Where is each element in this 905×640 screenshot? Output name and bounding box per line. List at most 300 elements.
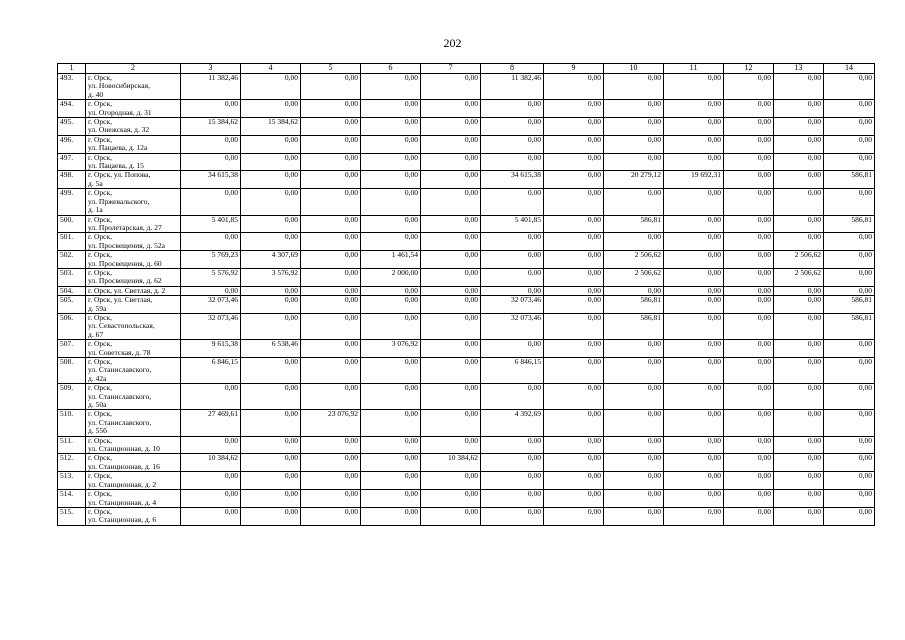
value-cell-col-9: 0,00	[544, 384, 604, 410]
value-cell-col-10: 586,81	[604, 296, 664, 314]
value-cell-col-11: 0,00	[664, 233, 724, 251]
value-cell-col-10: 0,00	[604, 153, 664, 171]
value-cell-col-4: 0,00	[241, 436, 301, 454]
address-line: г. Орск,	[88, 383, 112, 393]
value-cell-col-4: 0,00	[241, 384, 301, 410]
value-cell-col-9: 0,00	[544, 472, 604, 490]
address-line: ул. Станционная, д. 16	[88, 461, 160, 471]
value-cell-col-9: 0,00	[544, 153, 604, 171]
value-cell-col-4: 0,00	[241, 410, 301, 436]
address-cell	[86, 410, 181, 436]
value-cell-col-13: 0,00	[774, 286, 824, 295]
value-cell-col-9: 0,00	[544, 454, 604, 472]
row-number: 494.	[58, 100, 86, 118]
value-cell-col-3: 32 073,46	[181, 313, 241, 339]
table-row	[58, 507, 875, 525]
value-cell-col-3: 15 384,62	[181, 118, 241, 136]
value-cell-col-9: 0,00	[544, 286, 604, 295]
value-cell-col-12: 0,00	[724, 507, 774, 525]
value-cell-col-14: 0,00	[824, 436, 875, 454]
value-cell-col-8: 0,00	[481, 268, 544, 286]
value-cell-col-6: 0,00	[361, 135, 421, 153]
value-cell-col-11: 0,00	[664, 268, 724, 286]
column-header-4: 4	[241, 64, 301, 74]
value-cell-col-8: 11 382,46	[481, 74, 544, 100]
table-row	[58, 286, 875, 295]
value-cell-col-14: 0,00	[824, 384, 875, 410]
address-line: г. Орск,	[88, 232, 112, 242]
table-row	[58, 358, 875, 384]
value-cell-col-10: 586,81	[604, 313, 664, 339]
value-cell-col-14: 586,81	[824, 215, 875, 233]
address-line: ул. Советская, д. 78	[88, 347, 151, 357]
row-number: 497.	[58, 153, 86, 171]
value-cell-col-4: 0,00	[241, 286, 301, 295]
address-line: д. 67	[88, 329, 104, 339]
table-row	[58, 296, 875, 314]
address-line: г. Орск, ул. Светлая, д. 2	[88, 286, 166, 295]
row-number: 496.	[58, 135, 86, 153]
value-cell-col-5: 0,00	[301, 74, 361, 100]
value-cell-col-12: 0,00	[724, 153, 774, 171]
value-cell-col-10: 0,00	[604, 384, 664, 410]
row-number: 514.	[58, 490, 86, 508]
value-cell-col-11: 0,00	[664, 454, 724, 472]
value-cell-col-13: 0,00	[774, 296, 824, 314]
value-cell-col-3: 11 382,46	[181, 74, 241, 100]
value-cell-col-3: 9 615,38	[181, 340, 241, 358]
value-cell-col-5: 0,00	[301, 472, 361, 490]
value-cell-col-9: 0,00	[544, 74, 604, 100]
value-cell-col-6: 0,00	[361, 296, 421, 314]
row-number: 498.	[58, 171, 86, 189]
value-cell-col-6: 3 076,92	[361, 340, 421, 358]
value-cell-col-9: 0,00	[544, 436, 604, 454]
value-cell-col-6: 0,00	[361, 215, 421, 233]
value-cell-col-7: 0,00	[421, 472, 481, 490]
row-number: 495.	[58, 118, 86, 136]
value-cell-col-5: 0,00	[301, 233, 361, 251]
value-cell-col-13: 0,00	[774, 358, 824, 384]
value-cell-col-5: 0,00	[301, 507, 361, 525]
value-cell-col-5: 0,00	[301, 340, 361, 358]
value-cell-col-14: 0,00	[824, 340, 875, 358]
value-cell-col-8: 34 615,38	[481, 171, 544, 189]
value-cell-col-13: 0,00	[774, 153, 824, 171]
value-cell-col-11: 0,00	[664, 313, 724, 339]
table-row	[58, 135, 875, 153]
value-cell-col-7: 0,00	[421, 340, 481, 358]
value-cell-col-12: 0,00	[724, 454, 774, 472]
value-cell-col-12: 0,00	[724, 472, 774, 490]
data-table	[57, 63, 875, 526]
value-cell-col-5: 0,00	[301, 215, 361, 233]
address-line: г. Орск,	[88, 489, 112, 499]
value-cell-col-7: 0,00	[421, 286, 481, 295]
value-cell-col-12: 0,00	[724, 215, 774, 233]
value-cell-col-5: 0,00	[301, 118, 361, 136]
value-cell-col-7: 0,00	[421, 233, 481, 251]
value-cell-col-5: 0,00	[301, 171, 361, 189]
address-cell	[86, 215, 181, 233]
address-cell	[86, 233, 181, 251]
address-line: ул. Станционная, д. 2	[88, 479, 157, 489]
value-cell-col-13: 2 506,62	[774, 251, 824, 269]
value-cell-col-13: 0,00	[774, 472, 824, 490]
address-line: г. Орск,	[88, 313, 112, 322]
table-row	[58, 472, 875, 490]
address-cell	[86, 268, 181, 286]
value-cell-col-10: 2 506,62	[604, 251, 664, 269]
value-cell-col-11: 0,00	[664, 358, 724, 384]
row-number: 503.	[58, 268, 86, 286]
value-cell-col-4: 15 384,62	[241, 118, 301, 136]
value-cell-col-8: 0,00	[481, 135, 544, 153]
value-cell-col-10: 0,00	[604, 286, 664, 295]
value-cell-col-10: 20 279,12	[604, 171, 664, 189]
value-cell-col-8: 0,00	[481, 340, 544, 358]
value-cell-col-13: 0,00	[774, 135, 824, 153]
value-cell-col-9: 0,00	[544, 358, 604, 384]
address-line: ул. Севастопольская,	[88, 321, 155, 331]
value-cell-col-4: 0,00	[241, 215, 301, 233]
value-cell-col-9: 0,00	[544, 296, 604, 314]
row-number: 510.	[58, 410, 86, 436]
value-cell-col-14: 0,00	[824, 410, 875, 436]
value-cell-col-7: 0,00	[421, 251, 481, 269]
table-row	[58, 268, 875, 286]
address-line: д. 55б	[88, 426, 107, 436]
value-cell-col-8: 0,00	[481, 454, 544, 472]
value-cell-col-3: 0,00	[181, 472, 241, 490]
value-cell-col-9: 0,00	[544, 251, 604, 269]
value-cell-col-12: 0,00	[724, 490, 774, 508]
address-line: ул. Станиславского,	[88, 417, 152, 427]
value-cell-col-12: 0,00	[724, 384, 774, 410]
value-cell-col-12: 0,00	[724, 100, 774, 118]
value-cell-col-11: 0,00	[664, 507, 724, 525]
value-cell-col-3: 32 073,46	[181, 296, 241, 314]
value-cell-col-6: 0,00	[361, 286, 421, 295]
value-cell-col-9: 0,00	[544, 268, 604, 286]
value-cell-col-13: 0,00	[774, 507, 824, 525]
value-cell-col-8: 0,00	[481, 118, 544, 136]
value-cell-col-4: 0,00	[241, 490, 301, 508]
value-cell-col-10: 2 506,62	[604, 268, 664, 286]
value-cell-col-4: 0,00	[241, 153, 301, 171]
value-cell-col-3: 0,00	[181, 490, 241, 508]
address-cell	[86, 454, 181, 472]
row-number: 493.	[58, 74, 86, 100]
value-cell-col-11: 0,00	[664, 215, 724, 233]
value-cell-col-11: 0,00	[664, 153, 724, 171]
value-cell-col-5: 0,00	[301, 100, 361, 118]
value-cell-col-7: 0,00	[421, 296, 481, 314]
value-cell-col-13: 0,00	[774, 340, 824, 358]
value-cell-col-10: 0,00	[604, 135, 664, 153]
value-cell-col-9: 0,00	[544, 340, 604, 358]
value-cell-col-13: 0,00	[774, 118, 824, 136]
row-number: 501.	[58, 233, 86, 251]
address-line: г. Орск, ул. Светлая,	[88, 295, 153, 305]
address-line: ул. Станционная, д. 6	[88, 515, 157, 525]
value-cell-col-6: 0,00	[361, 472, 421, 490]
value-cell-col-5: 0,00	[301, 358, 361, 384]
column-header-8: 8	[481, 64, 544, 74]
table-row	[58, 118, 875, 136]
value-cell-col-8: 0,00	[481, 100, 544, 118]
value-cell-col-5: 0,00	[301, 296, 361, 314]
address-line: г. Орск,	[88, 357, 112, 366]
value-cell-col-14: 586,81	[824, 171, 875, 189]
row-number: 499.	[58, 189, 86, 215]
address-line: ул. Огородная, д. 31	[88, 107, 152, 117]
value-cell-col-5: 0,00	[301, 286, 361, 295]
value-cell-col-10: 0,00	[604, 340, 664, 358]
address-line: ул. Станиславского,	[88, 365, 152, 375]
value-cell-col-5: 0,00	[301, 436, 361, 454]
column-header-9: 9	[544, 64, 604, 74]
value-cell-col-7: 0,00	[421, 171, 481, 189]
value-cell-col-12: 0,00	[724, 268, 774, 286]
value-cell-col-10: 586,81	[604, 215, 664, 233]
address-line: д. 5а	[88, 178, 103, 188]
value-cell-col-11: 0,00	[664, 189, 724, 215]
value-cell-col-13: 0,00	[774, 490, 824, 508]
value-cell-col-4: 0,00	[241, 507, 301, 525]
address-cell	[86, 384, 181, 410]
value-cell-col-14: 0,00	[824, 358, 875, 384]
value-cell-col-14: 0,00	[824, 118, 875, 136]
address-cell	[86, 153, 181, 171]
value-cell-col-6: 0,00	[361, 118, 421, 136]
value-cell-col-10: 0,00	[604, 472, 664, 490]
address-line: г. Орск,	[88, 453, 112, 463]
value-cell-col-10: 0,00	[604, 118, 664, 136]
value-cell-col-4: 0,00	[241, 454, 301, 472]
value-cell-col-6: 0,00	[361, 171, 421, 189]
value-cell-col-9: 0,00	[544, 118, 604, 136]
value-cell-col-9: 0,00	[544, 410, 604, 436]
address-cell	[86, 490, 181, 508]
value-cell-col-12: 0,00	[724, 340, 774, 358]
table-header	[58, 64, 875, 74]
value-cell-col-6: 1 461,54	[361, 251, 421, 269]
table-body	[58, 74, 875, 526]
value-cell-col-7: 10 384,62	[421, 454, 481, 472]
value-cell-col-9: 0,00	[544, 171, 604, 189]
value-cell-col-10: 0,00	[604, 74, 664, 100]
value-cell-col-5: 0,00	[301, 251, 361, 269]
value-cell-col-14: 0,00	[824, 74, 875, 100]
value-cell-col-8: 4 392,69	[481, 410, 544, 436]
value-cell-col-8: 0,00	[481, 472, 544, 490]
value-cell-col-12: 0,00	[724, 135, 774, 153]
address-line: г. Орск,	[88, 135, 112, 144]
value-cell-col-7: 0,00	[421, 358, 481, 384]
value-cell-col-7: 0,00	[421, 215, 481, 233]
value-cell-col-11: 0,00	[664, 118, 724, 136]
value-cell-col-10: 0,00	[604, 358, 664, 384]
value-cell-col-12: 0,00	[724, 233, 774, 251]
value-cell-col-8: 0,00	[481, 251, 544, 269]
value-cell-col-11: 0,00	[664, 472, 724, 490]
value-cell-col-7: 0,00	[421, 507, 481, 525]
value-cell-col-7: 0,00	[421, 490, 481, 508]
value-cell-col-3: 5 576,92	[181, 268, 241, 286]
value-cell-col-5: 0,00	[301, 454, 361, 472]
value-cell-col-6: 0,00	[361, 153, 421, 171]
address-cell	[86, 296, 181, 314]
value-cell-col-12: 0,00	[724, 313, 774, 339]
value-cell-col-9: 0,00	[544, 313, 604, 339]
value-cell-col-3: 27 469,61	[181, 410, 241, 436]
value-cell-col-6: 0,00	[361, 74, 421, 100]
value-cell-col-9: 0,00	[544, 507, 604, 525]
address-cell	[86, 135, 181, 153]
value-cell-col-14: 0,00	[824, 472, 875, 490]
value-cell-col-7: 0,00	[421, 153, 481, 171]
column-header-6: 6	[361, 64, 421, 74]
value-cell-col-6: 0,00	[361, 436, 421, 454]
value-cell-col-14: 0,00	[824, 135, 875, 153]
value-cell-col-4: 0,00	[241, 313, 301, 339]
value-cell-col-13: 0,00	[774, 215, 824, 233]
value-cell-col-10: 0,00	[604, 233, 664, 251]
address-line: д. 1а	[88, 205, 103, 215]
row-number: 505.	[58, 296, 86, 314]
address-line: г. Орск,	[88, 250, 112, 260]
value-cell-col-14: 0,00	[824, 286, 875, 295]
address-cell	[86, 286, 181, 295]
value-cell-col-14: 0,00	[824, 454, 875, 472]
value-cell-col-10: 0,00	[604, 189, 664, 215]
column-header-5: 5	[301, 64, 361, 74]
value-cell-col-3: 0,00	[181, 233, 241, 251]
value-cell-col-6: 0,00	[361, 189, 421, 215]
value-cell-col-8: 32 073,46	[481, 313, 544, 339]
value-cell-col-13: 0,00	[774, 74, 824, 100]
value-cell-col-6: 0,00	[361, 384, 421, 410]
address-line: д. 42а	[88, 373, 107, 383]
address-cell	[86, 118, 181, 136]
address-line: ул. Новосибирская,	[88, 81, 150, 91]
value-cell-col-4: 6 538,46	[241, 340, 301, 358]
value-cell-col-8: 6 846,15	[481, 358, 544, 384]
row-number: 502.	[58, 251, 86, 269]
value-cell-col-10: 0,00	[604, 454, 664, 472]
value-cell-col-12: 0,00	[724, 189, 774, 215]
value-cell-col-8: 5 401,85	[481, 215, 544, 233]
address-line: г. Орск,	[88, 73, 112, 82]
table-row	[58, 313, 875, 339]
table-row	[58, 436, 875, 454]
table-row	[58, 233, 875, 251]
value-cell-col-11: 0,00	[664, 436, 724, 454]
value-cell-col-14: 586,81	[824, 313, 875, 339]
value-cell-col-5: 0,00	[301, 189, 361, 215]
value-cell-col-13: 0,00	[774, 410, 824, 436]
table-row	[58, 100, 875, 118]
value-cell-col-3: 0,00	[181, 153, 241, 171]
address-line: г. Орск,	[88, 188, 112, 198]
value-cell-col-13: 0,00	[774, 454, 824, 472]
table-row	[58, 384, 875, 410]
row-number: 512.	[58, 454, 86, 472]
value-cell-col-5: 0,00	[301, 268, 361, 286]
value-cell-col-8: 0,00	[481, 189, 544, 215]
value-cell-col-3: 0,00	[181, 384, 241, 410]
column-header-2: 2	[86, 64, 181, 74]
value-cell-col-9: 0,00	[544, 100, 604, 118]
address-cell	[86, 472, 181, 490]
value-cell-col-6: 2 000,00	[361, 268, 421, 286]
table-row	[58, 490, 875, 508]
table-row	[58, 215, 875, 233]
value-cell-col-8: 0,00	[481, 384, 544, 410]
value-cell-col-13: 0,00	[774, 189, 824, 215]
value-cell-col-14: 0,00	[824, 268, 875, 286]
value-cell-col-14: 0,00	[824, 233, 875, 251]
value-cell-col-6: 0,00	[361, 454, 421, 472]
value-cell-col-8: 0,00	[481, 153, 544, 171]
address-line: ул. Пацаева, д. 15	[88, 161, 144, 171]
value-cell-col-7: 0,00	[421, 268, 481, 286]
value-cell-col-6: 0,00	[361, 313, 421, 339]
value-cell-col-9: 0,00	[544, 490, 604, 508]
value-cell-col-8: 0,00	[481, 490, 544, 508]
address-cell	[86, 251, 181, 269]
value-cell-col-7: 0,00	[421, 384, 481, 410]
value-cell-col-4: 0,00	[241, 358, 301, 384]
address-cell	[86, 100, 181, 118]
column-header-1: 1	[58, 64, 86, 74]
row-number: 515.	[58, 507, 86, 525]
address-line: г. Орск,	[88, 436, 112, 445]
address-cell	[86, 171, 181, 189]
value-cell-col-10: 0,00	[604, 490, 664, 508]
value-cell-col-12: 0,00	[724, 296, 774, 314]
table-row	[58, 171, 875, 189]
value-cell-col-12: 0,00	[724, 118, 774, 136]
value-cell-col-14: 0,00	[824, 251, 875, 269]
value-cell-col-3: 0,00	[181, 436, 241, 454]
value-cell-col-3: 10 384,62	[181, 454, 241, 472]
row-number: 509.	[58, 384, 86, 410]
value-cell-col-13: 0,00	[774, 384, 824, 410]
address-line: г. Орск,	[88, 117, 112, 127]
value-cell-col-3: 34 615,38	[181, 171, 241, 189]
value-cell-col-8: 0,00	[481, 436, 544, 454]
value-cell-col-5: 0,00	[301, 135, 361, 153]
address-line: ул. Пролетарская, д. 27	[88, 222, 162, 232]
table-row	[58, 340, 875, 358]
value-cell-col-3: 0,00	[181, 286, 241, 295]
value-cell-col-13: 0,00	[774, 436, 824, 454]
value-cell-col-12: 0,00	[724, 171, 774, 189]
value-cell-col-7: 0,00	[421, 189, 481, 215]
value-cell-col-9: 0,00	[544, 215, 604, 233]
address-cell	[86, 74, 181, 100]
value-cell-col-5: 0,00	[301, 490, 361, 508]
value-cell-col-4: 0,00	[241, 135, 301, 153]
value-cell-col-11: 0,00	[664, 135, 724, 153]
address-line: г. Орск,	[88, 153, 112, 162]
address-line: г. Орск,	[88, 99, 112, 109]
column-header-12: 12	[724, 64, 774, 74]
value-cell-col-3: 5 401,85	[181, 215, 241, 233]
value-cell-col-8: 0,00	[481, 233, 544, 251]
